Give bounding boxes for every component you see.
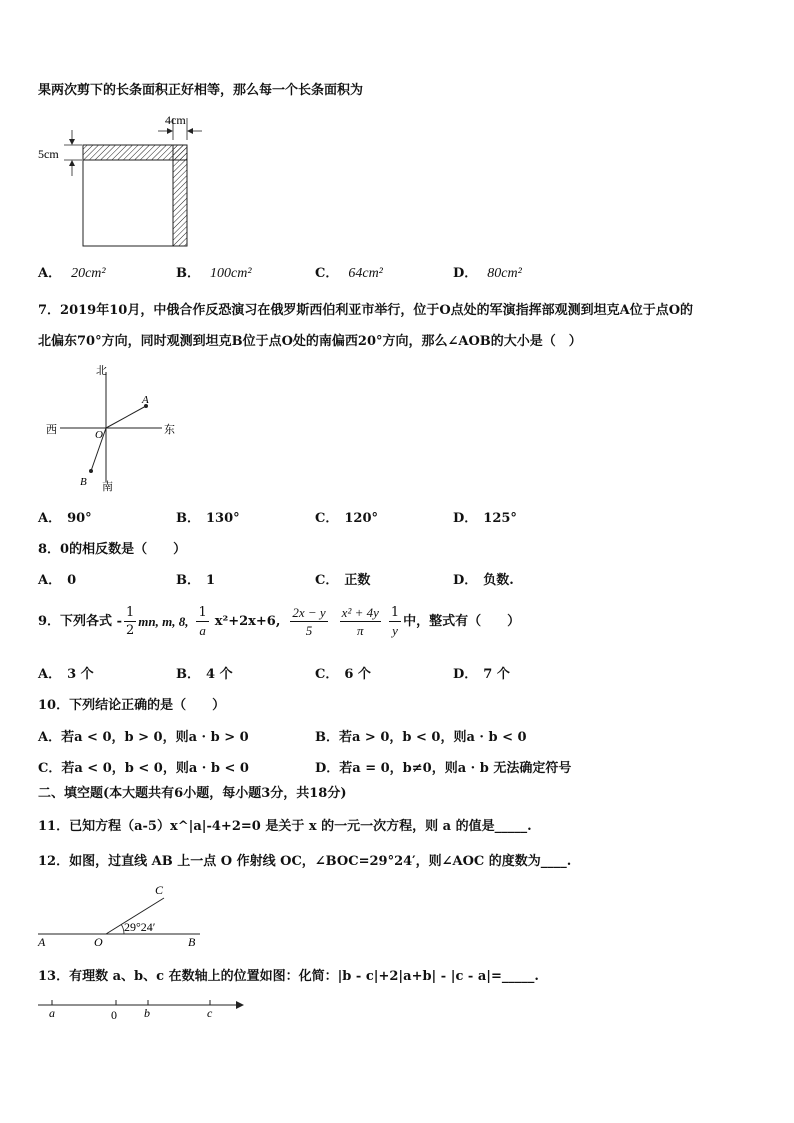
q9-option-b[interactable]: B． 4 个	[176, 667, 233, 682]
q11-stem: 11．已知方程（a-5）x^|a|-4+2=0 是关于 x 的一元一次方程，则 a 的值是_____.	[38, 819, 532, 834]
q12-label-c: C	[155, 883, 164, 897]
section-2-heading: 二、填空题(本大题共有6小题，每小题3分，共18分)	[38, 786, 347, 801]
q9-fraction-x2-4y: $\frac{\text{x² + 4y}}{\pi}$	[341, 605, 379, 638]
q7-label-east: 东	[164, 424, 175, 436]
q7-option-d[interactable]: D． 125°	[453, 511, 517, 526]
q13-label-a: a	[49, 1006, 55, 1020]
q6-label-5cm: 5cm	[38, 147, 59, 161]
q6-option-b[interactable]: B． 100cm²	[176, 266, 252, 281]
q8-option-a[interactable]: A． 0	[38, 573, 77, 588]
q7-stem-line2: 北偏东70°方向，同时观测到坦克B位于点O处的南偏西20°方向，那么∠AOB的大小是（ ）	[38, 334, 582, 349]
q9-option-d[interactable]: D． 7 个	[453, 667, 510, 682]
q10-option-b[interactable]: B．若a > 0，b < 0，则a · b < 0	[315, 730, 527, 745]
q13-label-c: c	[207, 1006, 213, 1020]
q9-option-c[interactable]: C． 6 个	[315, 667, 371, 682]
q9-fraction-1-over-y: $\frac{1}{y}$	[390, 605, 400, 638]
q7-label-south: 南	[102, 481, 113, 493]
q13-label-zero: 0	[111, 1008, 117, 1022]
q7-label-west: 西	[46, 424, 57, 436]
q7-label-o: O	[95, 429, 103, 441]
q12-label-angle: 29°24′	[124, 920, 156, 934]
q8-stem: 8．0的相反数是（ ）	[38, 542, 187, 557]
q7-option-a[interactable]: A． 90°	[38, 511, 92, 526]
q7-option-b[interactable]: B． 130°	[176, 511, 240, 526]
q9-option-a[interactable]: A． 3 个	[38, 667, 94, 682]
q9-stem: 9．下列各式 - $\frac{1}{2}$ mn, m, 8, $\frac{1}{a}$ x²+2x+6, $\frac{2x - y}{5}$ $\frac{\text{x² + 4y}}{\pi}$ $\frac{1}{y}$ 中，整式有（ ）	[38, 605, 521, 638]
q6-option-c[interactable]: C． 64cm²	[315, 266, 383, 281]
q6-label-4cm: 4cm	[165, 113, 186, 127]
q8-option-b[interactable]: B． 1	[176, 573, 216, 588]
q12-label-o: O	[94, 935, 103, 949]
q9-fraction-1-over-a: $\frac{1}{a}$	[198, 605, 207, 638]
q6-option-a[interactable]: A． 20cm²	[38, 266, 106, 281]
q12-stem: 12．如图，过直线 AB 上一点 O 作射线 OC，∠BOC=29°24′，则∠AOC 的度数为____.	[38, 854, 572, 869]
q10-option-d[interactable]: D．若a = 0，b≠0，则a · b 无法确定符号	[315, 761, 572, 776]
q7-stem-line1: 7．2019年10月，中俄合作反恐演习在俄罗斯西伯利亚市举行，位于O点处的军演指挥部观测到坦克A位于点O的	[38, 303, 694, 318]
question-6-stem-end: 果两次剪下的长条面积正好相等，那么每一个长条面积为	[38, 83, 364, 98]
q7-label-a: A	[142, 394, 149, 406]
q7-label-b: B	[80, 476, 87, 488]
q12-label-a: A	[38, 935, 46, 949]
q7-label-north: 北	[96, 365, 107, 377]
q10-option-a[interactable]: A．若a < 0，b > 0，则a · b > 0	[38, 730, 249, 745]
q7-option-c[interactable]: C． 120°	[315, 511, 378, 526]
q10-stem: 10．下列结论正确的是（ ）	[38, 698, 226, 713]
q13-label-b: b	[144, 1006, 150, 1020]
q12-label-b: B	[188, 935, 196, 949]
q10-option-c[interactable]: C．若a < 0，b < 0，则a · b < 0	[38, 761, 249, 776]
q8-option-d[interactable]: D． 负数.	[453, 573, 514, 588]
q9-fraction-half: $\frac{1}{2}$	[125, 605, 135, 638]
q6-option-d[interactable]: D． 80cm²	[453, 266, 522, 281]
q13-stem: 13．有理数 a、b、c 在数轴上的位置如图：化简：|b - c|+2|a+b| - |c - a|=_____.	[38, 969, 539, 984]
q8-option-c[interactable]: C． 正数	[315, 573, 371, 588]
q9-fraction-2x-y: $\frac{2x - y}{5}$	[292, 605, 326, 638]
